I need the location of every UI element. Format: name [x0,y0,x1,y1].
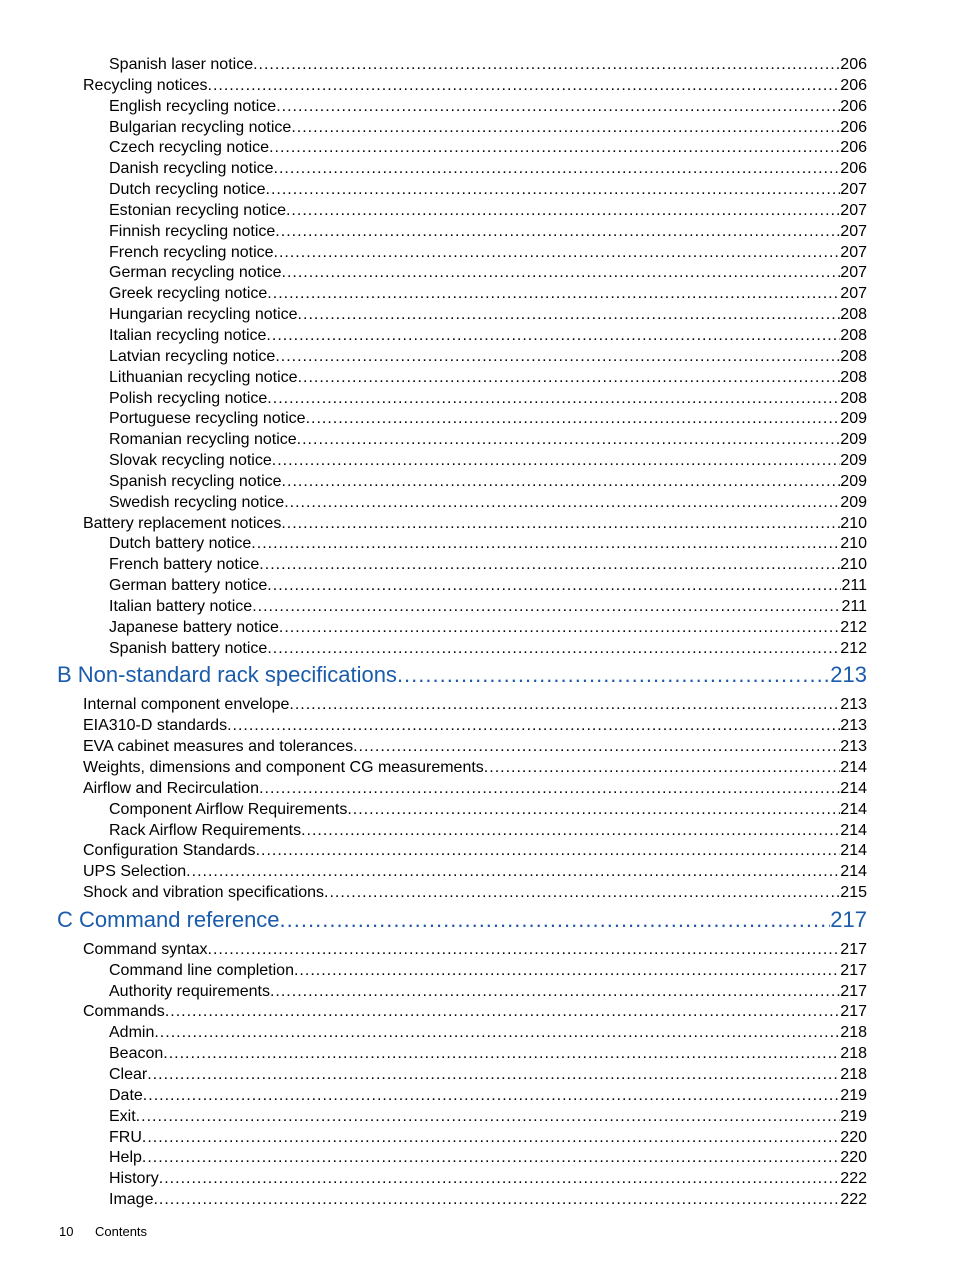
toc-entry-page: 218 [840,1045,867,1063]
toc-entry[interactable] [57,1023,867,1044]
toc-entry[interactable] [57,737,867,758]
dot-leader [208,940,841,961]
dot-leader [294,961,840,982]
toc-entry[interactable] [57,389,867,410]
table-of-contents [57,55,867,1211]
toc-entry-page: 212 [840,639,867,657]
toc-entry[interactable] [57,222,867,243]
toc-entry-page: 213 [830,663,867,687]
toc-entry[interactable] [57,1128,867,1149]
toc-entry-page: 210 [840,556,867,574]
toc-entry-title: Romanian recycling notice [109,431,297,449]
dot-leader [259,779,840,800]
toc-entry-title: Recycling notices [83,76,208,94]
dot-leader [208,76,841,97]
dot-leader [270,982,840,1003]
footer-page-number: 10 [59,1224,74,1239]
dot-leader [269,138,840,159]
toc-entry-page: 217 [840,940,867,958]
toc-entry-title: Spanish battery notice [109,639,268,657]
toc-entry[interactable] [57,940,867,961]
toc-entry[interactable] [57,368,867,389]
toc-entry-page: 207 [840,285,867,303]
toc-entry-page: 222 [840,1191,867,1209]
toc-entry[interactable] [57,576,867,597]
toc-entry-page: 214 [840,821,867,839]
dot-leader [282,472,841,493]
toc-entry-title: Clear [109,1065,148,1083]
toc-entry[interactable] [57,305,867,326]
toc-entry-title: Weights, dimensions and component CG measurements [83,759,484,776]
toc-entry-page: 207 [840,181,867,199]
toc-entry-page: 208 [840,368,867,386]
toc-entry[interactable] [57,779,867,800]
toc-entry-title: Dutch recycling notice [109,181,266,199]
dot-leader [397,663,830,686]
toc-entry[interactable] [57,639,867,660]
toc-entry-page: 206 [840,97,867,115]
dot-leader [256,841,841,862]
toc-entry-page: 217 [830,907,867,931]
toc-entry-title: Danish recycling notice [109,160,274,178]
toc-entry-title: Lithuanian recycling notice [109,368,298,386]
toc-entry[interactable] [57,1107,867,1128]
dot-leader [275,347,840,368]
toc-entry[interactable] [57,138,867,159]
dot-leader [301,821,840,842]
toc-entry-title: German battery notice [109,577,268,595]
dot-leader [253,55,840,76]
toc-entry-title: Rack Airflow Requirements [109,821,302,839]
dot-leader [272,451,841,472]
toc-entry[interactable] [57,326,867,347]
dot-leader [289,695,840,716]
toc-entry[interactable] [57,1086,867,1107]
toc-entry-page: 206 [840,139,867,157]
dot-leader [163,1044,840,1065]
toc-entry-title: Command line completion [109,961,294,979]
toc-entry-page: 214 [840,779,867,797]
toc-entry-title: EVA cabinet measures and tolerances [83,738,354,756]
toc-entry-title: Finnish recycling notice [109,222,276,240]
toc-entry-title: German recycling notice [109,264,282,282]
dot-leader [266,180,841,201]
toc-entry[interactable] [57,841,867,862]
dot-leader [153,1190,840,1211]
toc-entry-title: Latvian recycling notice [109,347,276,365]
toc-entry[interactable] [57,800,867,821]
toc-entry[interactable] [57,1002,867,1023]
toc-entry[interactable] [57,493,867,514]
toc-entry-page: 208 [840,389,867,407]
toc-entry-page: 210 [840,535,867,553]
toc-entry[interactable] [57,1190,867,1211]
toc-entry-page: 207 [840,243,867,261]
toc-entry[interactable] [57,597,867,618]
toc-entry[interactable] [57,1148,867,1169]
toc-entry-page: 214 [840,842,867,860]
dot-leader [353,737,840,758]
dot-leader [227,716,840,737]
toc-entry-title: Command syntax [83,940,208,958]
toc-entry[interactable] [57,862,867,883]
toc-entry-page: 219 [840,1086,867,1104]
toc-entry-page: 206 [840,56,867,73]
toc-entry[interactable] [57,97,867,118]
dot-leader [276,97,840,118]
toc-entry-title: Airflow and Recirculation [83,779,260,797]
toc-entry-page: 206 [840,76,867,94]
dot-leader [143,1086,841,1107]
toc-entry[interactable] [57,982,867,1003]
dot-leader [252,597,841,618]
dot-leader [274,159,841,180]
toc-entry[interactable] [57,430,867,451]
toc-entry-title: FRU [109,1128,142,1146]
toc-entry-page: 209 [840,472,867,490]
toc-entry-page: 214 [840,863,867,881]
toc-entry-title: History [109,1170,159,1188]
toc-entry[interactable] [57,347,867,368]
toc-entry-title: Portuguese recycling notice [109,410,306,428]
dot-leader [267,389,840,410]
dot-leader [259,555,840,576]
toc-entry-page: 207 [840,222,867,240]
toc-entry-title: Greek recycling notice [109,285,268,303]
dot-leader [159,1169,841,1190]
toc-entry-page: 214 [840,800,867,818]
toc-entry-title: Help [109,1149,142,1167]
toc-entry-title: French battery notice [109,556,260,574]
toc-entry[interactable] [57,1044,867,1065]
toc-entry-page: 207 [840,264,867,282]
toc-entry[interactable] [57,472,867,493]
toc-entry-page: 217 [840,1003,867,1021]
toc-entry-page: 209 [840,410,867,428]
toc-entry[interactable] [57,534,867,555]
toc-entry[interactable] [57,1169,867,1190]
toc-entry-title: Image [109,1191,154,1209]
dot-leader [484,758,841,779]
toc-entry[interactable] [57,821,867,842]
dot-leader [279,618,840,639]
toc-entry-title: UPS Selection [83,863,187,881]
toc-entry[interactable] [57,284,867,305]
toc-entry[interactable] [57,180,867,201]
page-footer [59,1224,147,1239]
toc-entry-page: 206 [840,160,867,178]
toc-entry-title: Date [109,1086,143,1104]
toc-entry-title: Battery replacement notices [83,514,282,532]
toc-entry-page: 211 [841,597,867,615]
dot-leader [147,1065,840,1086]
toc-entry-title: Italian recycling notice [109,326,267,344]
toc-entry-title: Configuration Standards [83,842,256,860]
toc-entry-page: 209 [840,431,867,449]
dot-leader [251,534,840,555]
toc-entry[interactable] [57,758,867,779]
toc-entry-title: Admin [109,1024,155,1042]
dot-leader [274,243,841,264]
toc-entry-title: Spanish recycling notice [109,472,282,490]
toc-entry[interactable] [57,883,867,904]
toc-entry[interactable] [57,118,867,139]
toc-entry-title: Shock and vibration specifications [83,884,325,902]
toc-entry-title: Swedish recycling notice [109,493,285,511]
toc-entry-title: Hungarian recycling notice [109,306,298,324]
toc-entry-page: 207 [840,201,867,219]
toc-entry-page: 220 [840,1128,867,1146]
toc-entry-title: Estonian recycling notice [109,201,286,219]
toc-entry[interactable] [57,243,867,264]
dot-leader [280,908,831,931]
toc-entry-title: Spanish laser notice [109,56,254,73]
dot-leader [275,222,840,243]
dot-leader [347,800,840,821]
toc-entry-page: 208 [840,326,867,344]
dot-leader [266,326,840,347]
toc-entry-page: 218 [840,1024,867,1042]
toc-entry[interactable] [57,76,867,97]
dot-leader [154,1023,840,1044]
dot-leader [297,430,841,451]
toc-entry-page: 219 [840,1107,867,1125]
dot-leader [282,263,841,284]
toc-entry-page: 211 [841,577,867,595]
footer-section-label: Contents [95,1224,148,1239]
dot-leader [306,409,841,430]
toc-entry-title: Japanese battery notice [109,618,279,636]
toc-entry[interactable] [57,159,867,180]
dot-leader [286,201,840,222]
toc-entry[interactable] [57,555,867,576]
toc-entry[interactable] [57,55,867,76]
toc-entry-page: 213 [840,696,867,714]
toc-entry-page: 217 [840,982,867,1000]
dot-leader [298,305,841,326]
toc-chapter-heading[interactable] [57,908,867,931]
toc-entry-title: Component Airflow Requirements [109,800,348,818]
dot-leader [136,1107,841,1128]
toc-entry-page: 215 [840,884,867,902]
toc-entry[interactable] [57,409,867,430]
toc-entry-title: Italian battery notice [109,597,253,615]
toc-entry-title: Czech recycling notice [109,139,270,157]
toc-entry-title: Commands [83,1003,165,1021]
toc-entry-title: Exit [109,1107,136,1125]
toc-entry-page: 209 [840,452,867,470]
dot-leader [142,1128,840,1149]
toc-entry-page: 208 [840,347,867,365]
toc-entry-page: 206 [840,118,867,136]
dot-leader [298,368,841,389]
toc-entry-title: Bulgarian recycling notice [109,118,292,136]
dot-leader [267,284,840,305]
toc-entry[interactable] [57,618,867,639]
toc-entry-title: Beacon [109,1045,164,1063]
toc-entry[interactable] [57,451,867,472]
dot-leader [142,1148,840,1169]
toc-chapter-heading[interactable] [57,663,867,686]
toc-entry-title: Polish recycling notice [109,389,268,407]
toc-entry-page: 213 [840,738,867,756]
toc-entry[interactable] [57,961,867,982]
toc-entry[interactable] [57,263,867,284]
dot-leader [324,883,840,904]
dot-leader [284,493,840,514]
toc-entry[interactable] [57,1065,867,1086]
dot-leader [186,862,840,883]
toc-entry-page: 220 [840,1149,867,1167]
toc-entry-title: Internal component envelope [83,696,290,714]
toc-entry-title: C Command reference [57,907,280,931]
dot-leader [165,1002,840,1023]
toc-entry-title: B Non-standard rack specifications [57,663,397,687]
toc-entry[interactable] [57,695,867,716]
toc-entry-page: 214 [840,759,867,776]
toc-entry[interactable] [57,201,867,222]
dot-leader [281,514,840,535]
toc-entry-title: French recycling notice [109,243,274,261]
toc-entry[interactable] [57,716,867,737]
dot-leader [291,118,840,139]
toc-entry-page: 217 [840,961,867,979]
dot-leader [267,639,840,660]
toc-entry-title: Slovak recycling notice [109,452,272,470]
toc-entry-page: 212 [840,618,867,636]
toc-entry-page: 222 [840,1170,867,1188]
toc-entry-page: 208 [840,306,867,324]
toc-entry-page: 210 [840,514,867,532]
toc-entry-title: English recycling notice [109,97,277,115]
toc-entry-page: 213 [840,717,867,735]
toc-entry[interactable] [57,514,867,535]
dot-leader [267,576,841,597]
toc-entry-page: 218 [840,1065,867,1083]
toc-entry-title: Authority requirements [109,982,270,1000]
toc-entry-title: Dutch battery notice [109,535,252,553]
toc-entry-title: EIA310-D standards [83,717,228,735]
toc-entry-page: 209 [840,493,867,511]
